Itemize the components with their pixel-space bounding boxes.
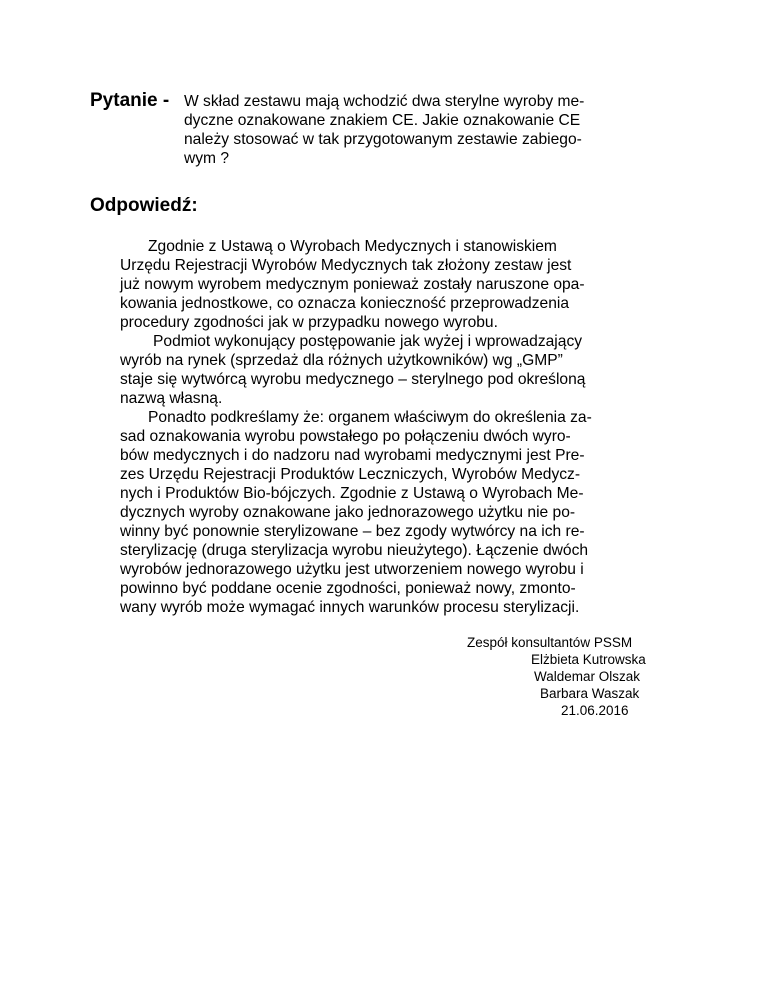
answer-line: bów medycznych i do nadzoru nad wyrobami medycznymi jest Pre-: [120, 447, 585, 464]
signature-name: Waldemar Olszak: [534, 669, 641, 684]
answer-line: zes Urzędu Rejestracji Produktów Leczniczych, Wyrobów Medycz-: [120, 466, 581, 483]
question-line: wym ?: [184, 150, 230, 167]
answer-line: staje się wytwórcą wyrobu medycznego – sterylnego pod określoną: [120, 371, 586, 388]
answer-line: dycznych wyroby oznakowane jako jednorazowego użytku nie po-: [120, 504, 576, 521]
question-line: dyczne oznakowane znakiem CE. Jakie oznakowanie CE: [184, 112, 581, 129]
answer-line: Urzędu Rejestracji Wyrobów Medycznych tak złożony zestaw jest: [120, 257, 572, 274]
answer-line: winny być ponownie sterylizowane – bez zgody wytwórcy na ich re-: [120, 523, 585, 540]
answer-line: nych i Produktów Bio-bójczych. Zgodnie z Ustawą o Wyrobach Me-: [120, 485, 584, 502]
answer-line: wyrób na rynek (sprzedaż dla różnych użytkowników) wg „GMP”: [120, 352, 563, 369]
answer-line: wany wyrób może wymagać innych warunków procesu sterylizacji.: [120, 599, 580, 616]
answer-line: kowania jednostkowe, co oznacza konieczność przeprowadzenia: [120, 295, 570, 312]
answer-line: nazwą własną.: [120, 390, 223, 407]
question-line: należy stosować w tak przygotowanym zestawie zabiego-: [184, 131, 582, 148]
answer-line: wyrobów jednorazowego użytku jest utworzeniem nowego wyrobu i: [120, 561, 584, 578]
signature-name: Elżbieta Kutrowska: [531, 652, 646, 667]
answer-line: Ponadto podkreślamy że: organem właściwym do określenia za-: [148, 409, 592, 426]
answer-line: Podmiot wykonujący postępowanie jak wyżej i wprowadzający: [153, 333, 583, 350]
answer-line: już nowym wyrobem medycznym ponieważ zostały naruszone opa-: [120, 276, 585, 293]
answer-line: Zgodnie z Ustawą o Wyrobach Medycznych i stanowiskiem: [148, 238, 557, 255]
answer-line: powinno być poddane ocenie zgodności, ponieważ nowy, zmonto-: [120, 580, 576, 597]
question-label: Pytanie -: [90, 90, 170, 111]
answer-label: Odpowiedź:: [90, 195, 198, 216]
question-line: W skład zestawu mają wchodzić dwa sterylne wyroby me-: [184, 93, 585, 110]
signature-team: Zespół konsultantów PSSM: [467, 635, 633, 650]
signature-date: 21.06.2016: [561, 703, 629, 718]
signature-name: Barbara Waszak: [540, 686, 640, 701]
answer-line: procedury zgodności jak w przypadku nowego wyrobu.: [120, 314, 498, 331]
answer-line: sad oznakowania wyrobu powstałego po połączeniu dwóch wyro-: [120, 428, 571, 445]
answer-line: sterylizację (druga sterylizacja wyrobu nieużytego). Łączenie dwóch: [120, 542, 589, 559]
